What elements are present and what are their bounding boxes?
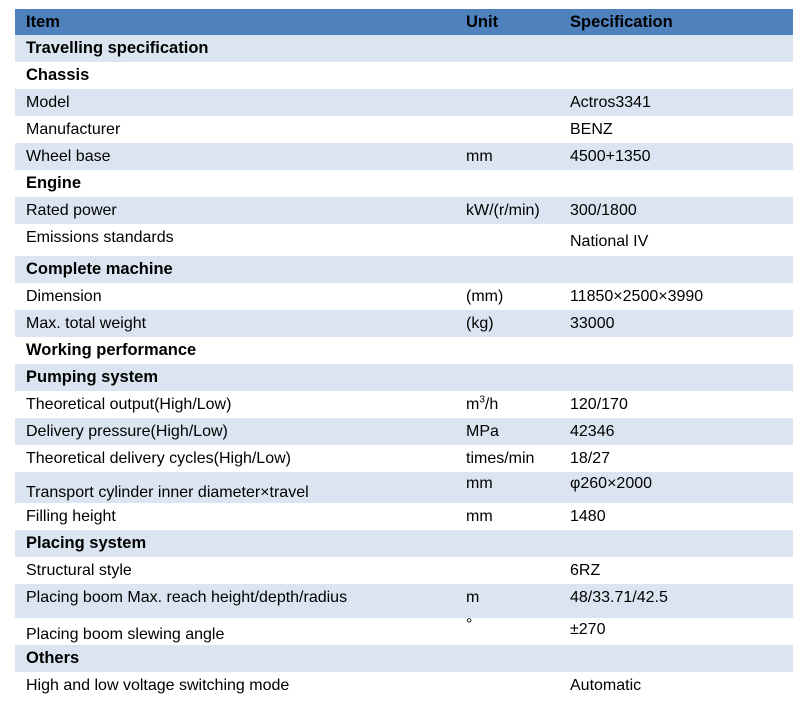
section-row [15,170,793,197]
spec-cell: 18/27 [570,449,611,467]
section-label: Travelling specification [26,39,209,57]
unit-cell: mm [466,475,493,492]
spec-cell: 300/1800 [570,201,637,219]
header-unit: Unit [466,12,499,31]
unit-cell: MPa [466,422,499,440]
table-row [15,418,793,445]
spec-cell: 33000 [570,314,615,332]
table-row [15,143,793,170]
spec-cell: 120/170 [570,395,628,413]
table-row [15,197,793,224]
spec-cell: 4500+1350 [570,147,651,165]
spec-cell: BENZ [570,120,613,138]
spec-cell: 11850×2500×3990 [570,287,704,305]
unit-cell: (mm) [466,287,504,305]
section-row [15,645,793,672]
item-cell: Placing boom slewing angle [26,625,225,643]
section-row [15,256,793,283]
item-cell: Model [26,93,70,111]
unit-cell: ° [466,616,473,633]
table-row [15,116,793,143]
table-row [15,584,793,618]
table-row [15,283,793,310]
item-cell: High and low voltage switching mode [26,676,290,694]
table-row [15,89,793,116]
table-row [15,618,793,645]
section-label: Working performance [26,341,197,359]
item-cell: Delivery pressure(High/Low) [26,422,228,440]
table-row [15,224,793,256]
spec-cell: Automatic [570,676,642,694]
section-label: Placing system [26,534,147,552]
header-spec: Specification [570,12,673,31]
section-label: Others [26,649,80,667]
item-cell: Structural style [26,561,132,579]
unit-cell: (kg) [466,314,494,332]
item-cell: Transport cylinder inner diameter×travel [26,483,309,501]
unit-cell: m [466,589,480,606]
item-cell: Rated power [26,201,117,219]
spec-cell: National IV [570,233,649,250]
section-label: Engine [26,174,82,192]
item-cell: Wheel base [26,147,111,165]
item-cell: Theoretical delivery cycles(High/Low) [26,449,291,467]
unit-cell: times/min [466,449,535,467]
unit-cell: kW/(r/min) [466,201,540,219]
unit-cell: mm [466,507,493,525]
spec-cell: Actros3341 [570,93,651,111]
section-row [15,364,793,391]
table-row [15,391,793,418]
table-row [15,472,793,503]
unit-cell: $m^3/h$ [466,394,499,413]
section-label: Chassis [26,66,90,84]
section-label: Pumping system [26,368,159,386]
table-row [15,445,793,472]
table-header [15,9,793,35]
section-row [15,530,793,557]
table-row [15,310,793,337]
item-cell: Emissions standards [26,229,174,246]
spec-cell: 1480 [570,507,606,525]
item-cell: Manufacturer [26,120,121,138]
header-item: Item [26,12,60,31]
spec-cell: 42346 [570,422,615,440]
section-label: Complete machine [26,260,173,278]
section-row [15,337,793,364]
table-row [15,557,793,584]
section-row [15,62,793,89]
spec-cell: φ260×2000 [570,475,653,492]
item-cell: Theoretical output(High/Low) [26,395,232,413]
item-cell: Dimension [26,287,102,305]
spec-cell: ±270 [570,621,606,638]
section-row [15,35,793,62]
spec-cell: 6RZ [570,561,601,579]
item-cell: Filling height [26,507,116,525]
table-row [15,503,793,530]
unit-cell: mm [466,147,493,165]
item-cell: Max. total weight [26,314,147,332]
spec-table [15,9,793,699]
item-cell: Placing boom Max. reach height/depth/radius [26,589,348,606]
spec-cell: 48/33.71/42.5 [570,589,668,606]
table-row [15,672,793,699]
